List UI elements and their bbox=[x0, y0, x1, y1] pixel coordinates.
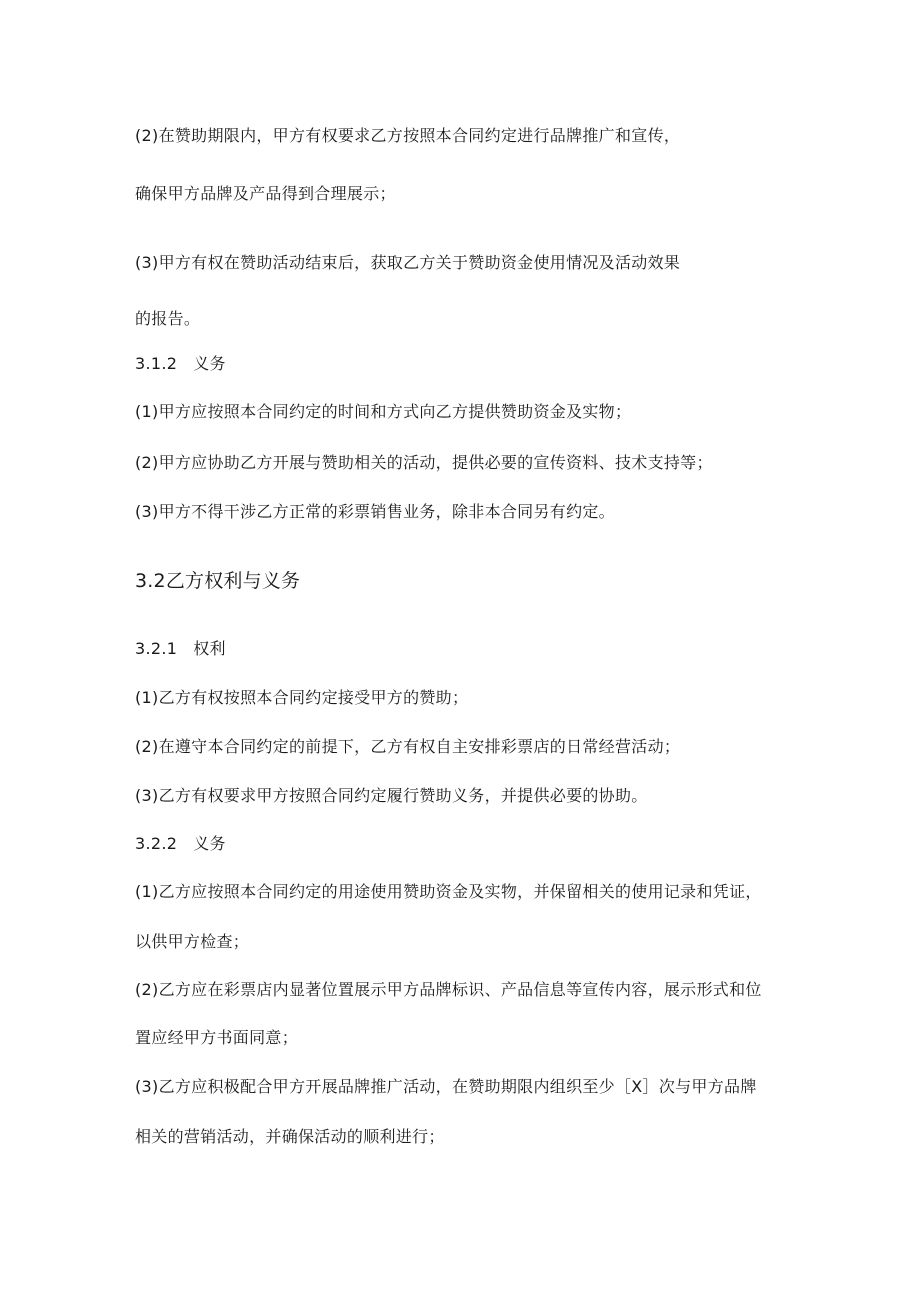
paragraph-line: 相关的营销活动，并确保活动的顺利进行； bbox=[135, 1127, 445, 1146]
subsection-title: 义务 bbox=[193, 834, 226, 853]
subsection-heading-3-2-1 bbox=[135, 639, 226, 659]
paragraph-line: 以供甲方检查； bbox=[135, 932, 250, 951]
paragraph-line: (2)在赞助期限内，甲方有权要求乙方按照本合同约定进行品牌推广和宣传， bbox=[135, 126, 681, 145]
paragraph-line: (1)乙方有权按照本合同约定接受甲方的赞助； bbox=[135, 688, 469, 707]
paragraph-line: (3)甲方不得干涉乙方正常的彩票销售业务，除非本合同另有约定。 bbox=[135, 502, 615, 521]
paragraph-line: 确保甲方品牌及产品得到合理展示； bbox=[135, 184, 396, 203]
paragraph-line: (1)甲方应按照本合同约定的时间和方式向乙方提供赞助资金及实物； bbox=[135, 402, 632, 421]
subsection-number: 3.2.2 bbox=[135, 834, 178, 853]
paragraph-line: (3)甲方有权在赞助活动结束后，获取乙方关于赞助资金使用情况及活动效果 bbox=[135, 253, 681, 272]
paragraph-line: (3)乙方有权要求甲方按照合同约定履行赞助义务，并提供必要的协助。 bbox=[135, 786, 648, 805]
paragraph-line: (2)乙方应在彩票店内显著位置展示甲方品牌标识、产品信息等宣传内容，展示形式和位 bbox=[135, 980, 762, 999]
paragraph-line: 置应经甲方书面同意； bbox=[135, 1028, 299, 1047]
paragraph-line: 的报告。 bbox=[135, 309, 201, 328]
section-heading: 3.2乙方权利与义务 bbox=[135, 570, 301, 592]
subsection-heading-3-2-2 bbox=[135, 834, 226, 854]
paragraph-line: (2)在遵守本合同约定的前提下，乙方有权自主安排彩票店的日常经营活动； bbox=[135, 737, 681, 756]
paragraph-line: (1)乙方应按照本合同约定的用途使用赞助资金及实物，并保留相关的使用记录和凭证， bbox=[135, 882, 762, 901]
subsection-title: 权利 bbox=[193, 639, 226, 658]
subsection-title: 义务 bbox=[193, 354, 226, 373]
subsection-number: 3.2.1 bbox=[135, 639, 178, 658]
subsection-number: 3.1.2 bbox=[135, 354, 178, 373]
paragraph-line: (3)乙方应积极配合甲方开展品牌推广活动，在赞助期限内组织至少［X］次与甲方品牌 bbox=[135, 1077, 757, 1096]
subsection-heading-3-1-2 bbox=[135, 354, 226, 374]
paragraph-line: (2)甲方应协助乙方开展与赞助相关的活动，提供必要的宣传资料、技术支持等； bbox=[135, 453, 713, 472]
